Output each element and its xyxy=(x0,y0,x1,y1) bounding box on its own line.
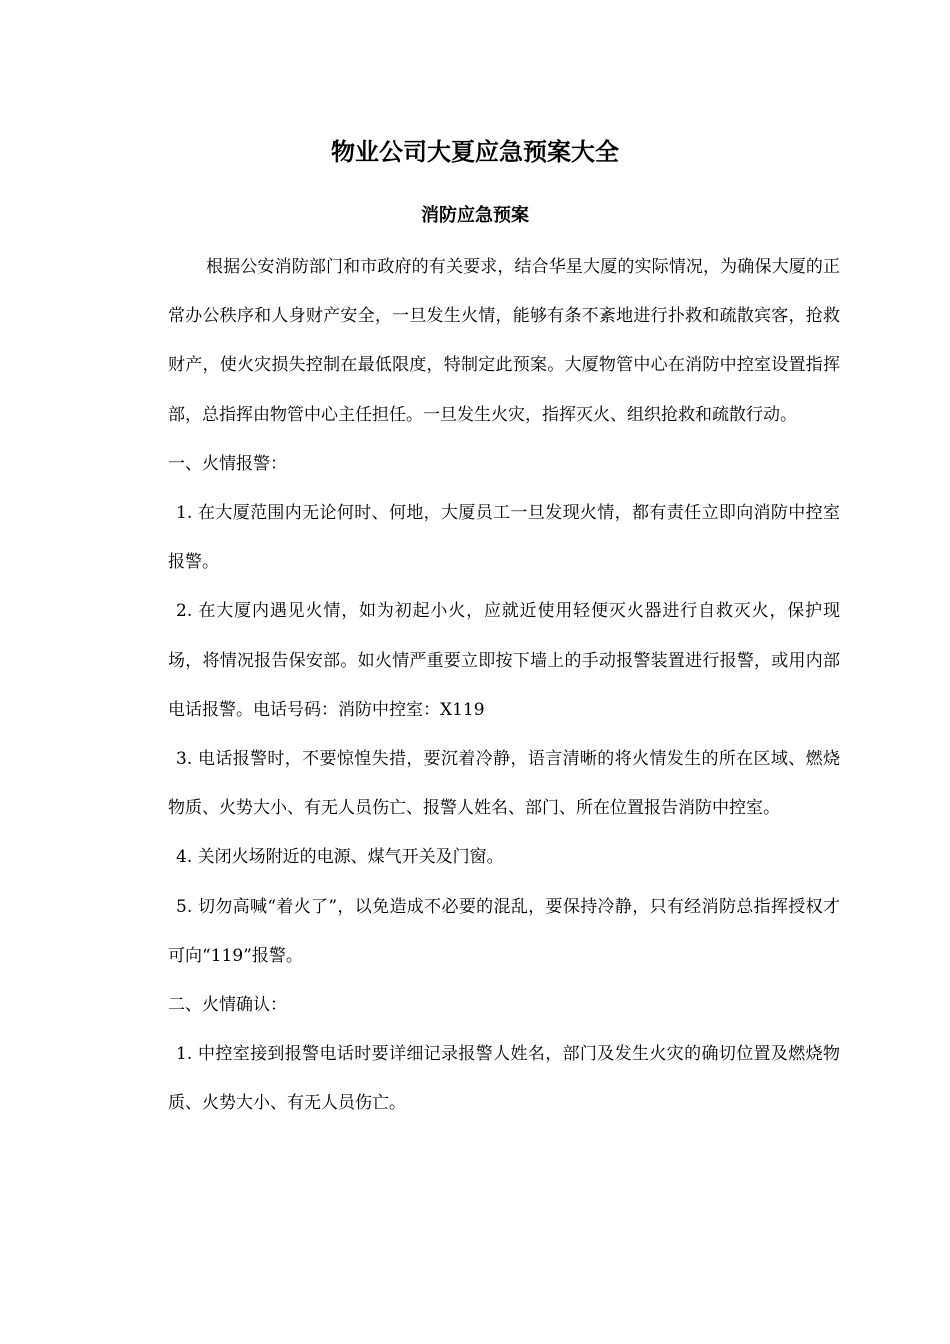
heading-fire-confirmation: 二、火情确认： xyxy=(168,995,287,1016)
list-item: 1. 中控室接到报警电话时要详细记录报警人姓名，部门及发生火灾的确切位置及燃烧物质、火势大小、有无人员伤亡。 xyxy=(168,1044,840,1114)
heading-fire-alarm: 一、火情报警： xyxy=(168,453,287,474)
list-item: 5. 切勿高喊“着火了”，以免造成不必要的混乱，要保持冷静，只有经消防总指挥授权才可向“119”报警。 xyxy=(168,896,840,966)
section-title: 消防应急预案 xyxy=(421,205,529,226)
list-item: 2. 在大厦内遇见火情，如为初起小火，应就近使用轻便灭火器进行自救灭火，保护现场，将情况报告保安部。如火情严重要立即按下墙上的手动报警装置进行报警，或用内部电话报警。电话号码：消防中控室：X119 xyxy=(168,601,840,720)
document-title: 物业公司大夏应急预案大全 xyxy=(331,138,619,166)
list-item: 1. 在大厦范围内无论何时、何地，大厦员工一旦发现火情，都有责任立即向消防中控室报警。 xyxy=(168,503,840,573)
list-item: 3. 电话报警时，不要惊惶失措，要沉着冷静，语言清晰的将火情发生的所在区域、燃烧物质、火势大小、有无人员伤亡、报警人姓名、部门、所在位置报告消防中控室。 xyxy=(168,749,840,819)
intro-paragraph: 根据公安消防部门和市政府的有关要求，结合华星大厦的实际情况，为确保大厦的正常办公秩序和人身财产安全，一旦发生火情，能够有条不紊地进行扑救和疏散宾客，抢救财产，使火灾损失控制在最低限度，特制定此预案。大厦物管中心在消防中控室设置指挥部，总指挥由物管中心主任担任。一旦发生火灾，指挥灭火、组织抢救和疏散行动。 xyxy=(168,257,840,425)
document-body xyxy=(168,243,840,1129)
list-item: 4. 关闭火场附近的电源、煤气开关及门窗。 xyxy=(176,847,504,868)
